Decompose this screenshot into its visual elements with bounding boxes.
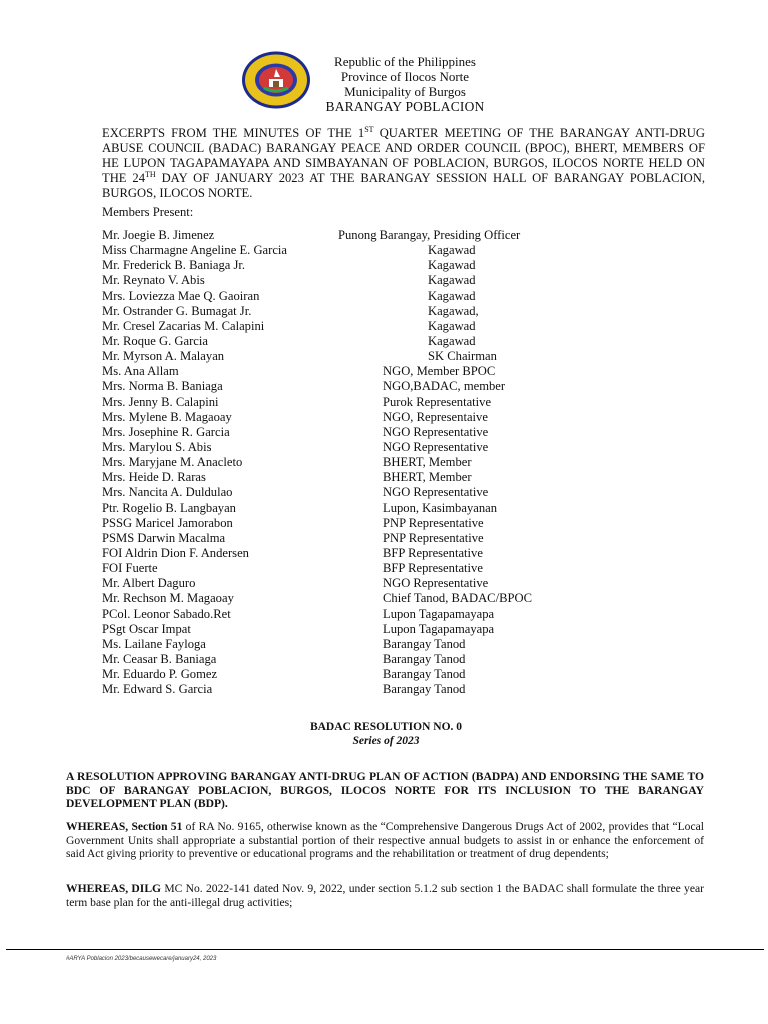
member-row <box>102 531 622 546</box>
member-row <box>102 652 622 667</box>
member-name: Mr. Cresel Zacarias M. Calapini <box>102 318 265 333</box>
member-position: Chief Tanod, BADAC/BPOC <box>383 591 532 606</box>
member-name: Mr. Ceasar B. Baniaga <box>102 651 217 666</box>
member-name: FOI Fuerte <box>102 561 158 576</box>
member-position: NGO Representative <box>383 576 489 591</box>
member-name: Mrs. Jenny B. Calapini <box>102 394 219 409</box>
resolution-heading <box>0 720 768 748</box>
member-position: BHERT, Member <box>383 455 472 470</box>
whereas-1-lead: WHEREAS, Section 51 <box>66 820 183 833</box>
member-name: Mrs. Norma B. Baniaga <box>102 379 223 394</box>
member-name: PSSG Maricel Jamorabon <box>102 515 233 530</box>
resolution-number: BADAC RESOLUTION NO. 0 <box>309 721 463 733</box>
member-row <box>102 561 622 576</box>
member-row <box>102 622 622 637</box>
member-row <box>102 395 622 410</box>
member-position: NGO, Member BPOC <box>383 364 496 379</box>
excerpt-part1: EXCERPTS FROM THE MINUTES OF THE 1 <box>102 126 365 140</box>
member-position: Lupon, Kasimbayanan <box>383 500 498 515</box>
whereas-paragraph-1 <box>66 820 704 861</box>
member-position: Kagawad <box>428 333 476 348</box>
member-row <box>102 334 622 349</box>
member-name: Mr. Roque G. Garcia <box>102 333 208 348</box>
excerpt-part2: QUARTER MEETING OF THE BARANGAY ANTI-DRUG ABUSE COUNCIL (BADAC) BARANGAY PEACE AND ORDER COUNCIL (BPOC), BHERT, MEMBERS OF HE LUPON TAGAPAMAYAPA AND SIMBAYANAN OF POBLACION, BURGOS, ILOCOS NORTE HELD ON THE 24 <box>102 126 705 185</box>
footer-divider <box>6 949 764 950</box>
member-name: FOI Aldrin Dion F. Andersen <box>102 545 249 560</box>
header-province: Province of Ilocos Norte <box>340 69 470 84</box>
members-list <box>102 228 622 697</box>
resolution-series: Series of 2023 <box>352 735 420 747</box>
member-position: Barangay Tanod <box>383 636 466 651</box>
member-name: Mr. Ostrander G. Bumagat Jr. <box>102 303 252 318</box>
whereas-2-text: MC No. 2022-141 dated Nov. 9, 2022, under section 5.1.2 sub section 1 the BADAC shall formulate the three year term base plan for the anti-illegal drug activities; <box>66 882 705 909</box>
member-position: NGO Representative <box>383 424 489 439</box>
member-position: NGO, Representaive <box>383 409 488 424</box>
member-row <box>102 440 622 455</box>
member-position: Lupon Tagapamayapa <box>383 606 495 621</box>
header-municipality: Municipality of Burgos <box>344 84 466 99</box>
member-name: Ms. Ana Allam <box>102 364 179 379</box>
member-position: NGO Representative <box>383 485 489 500</box>
member-name: Mrs. Marylou S. Abis <box>102 439 212 454</box>
member-name: Mrs. Heide D. Raras <box>102 470 206 485</box>
member-position: Punong Barangay, Presiding Officer <box>338 228 521 242</box>
member-row <box>102 349 622 364</box>
member-position: BHERT, Member <box>383 470 472 485</box>
member-position: NGO,BADAC, member <box>383 379 506 394</box>
member-position: Kagawad, <box>428 303 479 318</box>
member-row <box>102 470 622 485</box>
member-name: Mr. Rechson M. Magaoay <box>102 591 234 606</box>
member-position: Lupon Tagapamayapa <box>383 621 495 636</box>
member-row <box>102 667 622 682</box>
member-name: Mrs. Maryjane M. Anacleto <box>102 455 243 470</box>
member-row <box>102 516 622 531</box>
member-row <box>102 425 622 440</box>
member-row <box>102 591 622 606</box>
footer-note: #ARYA Poblacion 2023/becausewecare/january24, 2023 <box>66 956 217 962</box>
header-barangay: BARANGAY POBLACION <box>325 99 485 114</box>
member-name: Mr. Eduardo P. Gomez <box>102 667 218 682</box>
member-name: Mrs. Loviezza Mae Q. Gaoiran <box>102 288 260 303</box>
document-header <box>300 54 510 114</box>
member-row <box>102 546 622 561</box>
member-position: Barangay Tanod <box>383 682 466 697</box>
member-row <box>102 637 622 652</box>
member-position: BFP Representative <box>383 545 483 560</box>
minutes-excerpt <box>102 126 705 201</box>
member-row <box>102 682 622 697</box>
member-position: SK Chairman <box>428 349 497 364</box>
member-position: Kagawad <box>428 288 476 303</box>
member-name: PSMS Darwin Macalma <box>102 530 226 545</box>
member-position: PNP Representative <box>383 530 484 545</box>
member-row <box>102 455 622 470</box>
header-republic: Republic of the Philippines <box>334 54 476 69</box>
member-name: Mr. Myrson A. Malayan <box>102 349 225 364</box>
member-name: Ms. Lailane Fayloga <box>102 636 206 651</box>
member-name: PSgt Oscar Impat <box>102 621 191 636</box>
member-name: Ptr. Rogelio B. Langbayan <box>102 500 236 515</box>
member-row <box>102 379 622 394</box>
member-position: Kagawad <box>428 243 476 258</box>
member-row <box>102 410 622 425</box>
member-name: Mr. Albert Daguro <box>102 576 196 591</box>
member-position: BFP Representative <box>383 561 483 576</box>
member-row <box>102 258 622 273</box>
excerpt-sup2: TH <box>145 169 156 179</box>
member-name: Mr. Joegie B. Jimenez <box>102 228 215 242</box>
member-row <box>102 576 622 591</box>
member-row <box>102 607 622 622</box>
member-row <box>102 501 622 516</box>
member-position: PNP Representative <box>383 515 484 530</box>
member-row <box>102 273 622 288</box>
member-position: NGO Representative <box>383 439 489 454</box>
member-position: Kagawad <box>428 273 476 288</box>
member-row <box>102 243 622 258</box>
members-present-label: Members Present: <box>102 205 194 219</box>
excerpt-sup1: ST <box>364 124 374 134</box>
member-row <box>102 304 622 319</box>
member-name: Mr. Edward S. Garcia <box>102 682 213 697</box>
member-row <box>102 364 622 379</box>
whereas-paragraph-2 <box>66 882 704 909</box>
member-position: Barangay Tanod <box>383 667 466 682</box>
member-row <box>102 485 622 500</box>
member-name: Mrs. Josephine R. Garcia <box>102 424 230 439</box>
excerpt-part3: DAY OF JANUARY 2023 AT THE BARANGAY SESSION HALL OF BARANGAY POBLACION, BURGOS, ILOCOS NORTE. <box>102 171 705 200</box>
member-row <box>102 228 622 243</box>
resolution-title: A RESOLUTION APPROVING BARANGAY ANTI-DRUG PLAN OF ACTION (BADPA) AND ENDORSING THE SAME TO BDC OF BARANGAY POBLACION, BURGOS, ILOCOS NORTE FOR ITS INCLUSION TO THE BARANGAY DEVELOPMENT PLAN (BDP). <box>66 770 704 810</box>
member-position: Barangay Tanod <box>383 651 466 666</box>
member-row <box>102 319 622 334</box>
member-position: Purok Representative <box>383 394 492 409</box>
member-name: Mrs. Mylene B. Magaoay <box>102 409 232 424</box>
member-name: Miss Charmagne Angeline E. Garcia <box>102 243 288 258</box>
member-position: Kagawad <box>428 258 476 273</box>
member-name: Mr. Reynato V. Abis <box>102 273 205 288</box>
member-name: PCol. Leonor Sabado.Ret <box>102 606 231 621</box>
whereas-1-text: of RA No. 9165, otherwise known as the “Comprehensive Dangerous Drugs Act of 2002, provides that “Local Government Units shall appropriate a substantial portion of their respective annual budgets to assist in or enhance the enforcement of said Act giving priority to preventive or educational programs and the rehabilitation or treatment of drug dependents; <box>66 820 704 860</box>
member-name: Mrs. Nancita A. Duldulao <box>102 485 233 500</box>
member-row <box>102 289 622 304</box>
member-position: Kagawad <box>428 318 476 333</box>
whereas-2-lead: WHEREAS, DILG <box>66 882 162 895</box>
member-name: Mr. Frederick B. Baniaga Jr. <box>102 258 246 273</box>
